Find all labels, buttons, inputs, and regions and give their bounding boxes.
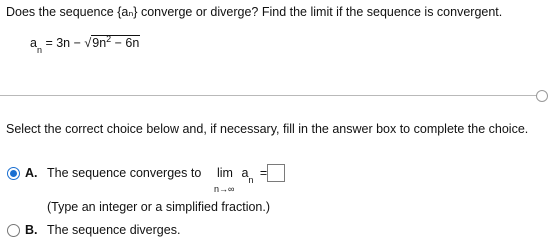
formula-middle: = 3n −: [41, 36, 85, 51]
option-a-text: The sequence converges to: [47, 166, 202, 180]
square-root: [84, 34, 140, 50]
radicand: $9n^2 - 6n$: [92, 34, 140, 51]
option-b-letter: B.: [25, 223, 38, 237]
sequence-formula: [30, 34, 140, 53]
option-b-radio[interactable]: [7, 224, 20, 237]
instruction-text: Select the correct choice below and, if necessary, fill in the answer box to complete the choice.: [6, 122, 529, 136]
option-b-text: The sequence diverges.: [47, 223, 181, 237]
question-text: Does the sequence {aₙ} converge or diverge? Find the limit if the sequence is convergent.: [6, 5, 503, 19]
limit-expression: [217, 166, 267, 183]
option-a-radio[interactable]: [7, 167, 20, 180]
option-a-letter: A.: [25, 166, 38, 180]
section-divider: [0, 95, 538, 96]
limit-subscript: n→∞: [214, 184, 235, 194]
divider-handle[interactable]: [536, 90, 548, 102]
answer-input-box[interactable]: [267, 164, 285, 182]
limit-equals: =: [259, 166, 268, 180]
radical-symbol: √: [84, 36, 92, 51]
lim-operator: lim: [217, 166, 233, 180]
limit-variable: $a_n$: [241, 166, 254, 185]
formula-lhs: $a_n$: [30, 36, 42, 55]
answer-hint: (Type an integer or a simplified fraction.): [47, 200, 271, 214]
